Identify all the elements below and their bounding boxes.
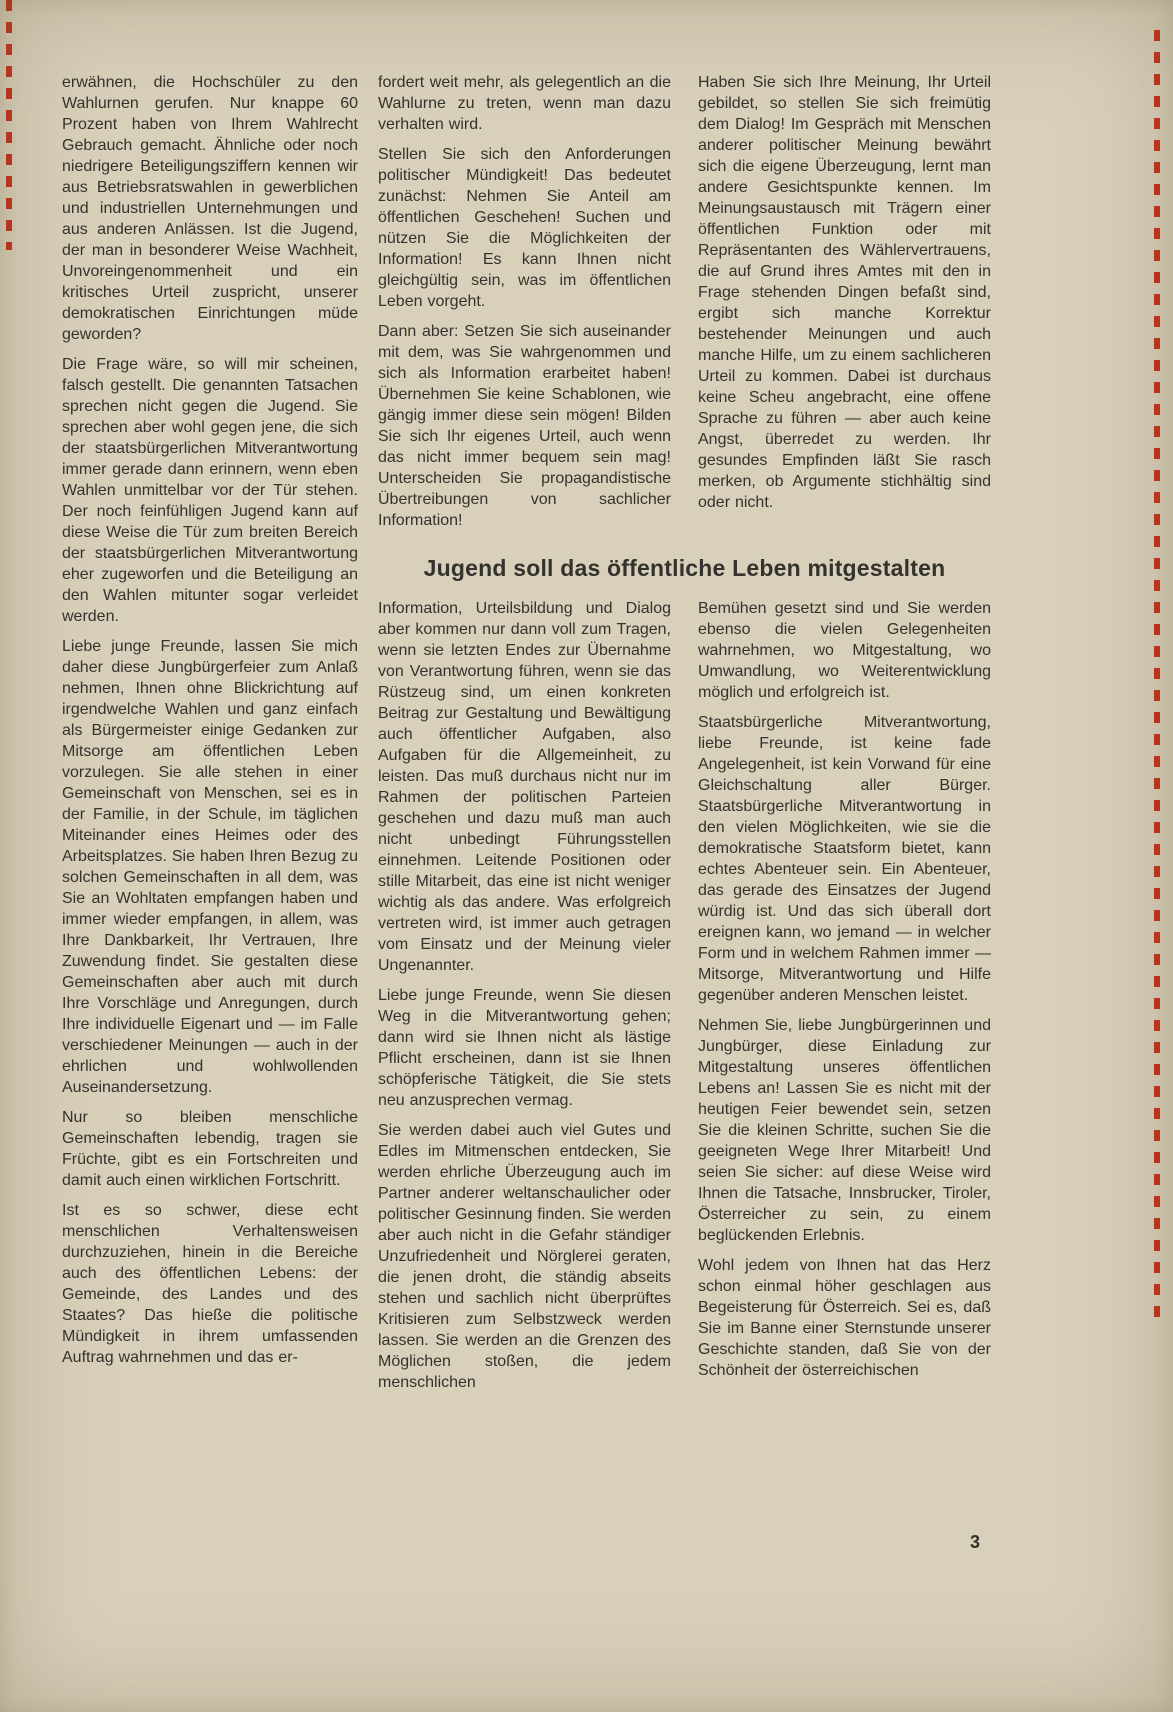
column-right-top (698, 72, 991, 522)
column-middle-bottom (378, 598, 671, 1402)
column-left (62, 72, 358, 1377)
paragraph: Nehmen Sie, liebe Jungbürgerinnen und Jungbürger, diese Einladung zur Mitgestaltung unseres öffentlichen Lebens an! Lassen Sie es nicht mit der heutigen Feier bewendet sein, setzen Sie die kleinen Schritte, suchen Sie die geeigneten Wege Ihrer Mitarbeit! Und seien Sie sicher: auf diese Weise wird Ihnen die Tatsache, Innsbrucker, Tiroler, Österreicher zu sein, zu einem beglückenden Erlebnis. (698, 1017, 991, 1244)
upper-two-columns (378, 72, 991, 540)
paragraph: Wohl jedem von Ihnen hat das Herz schon einmal höher geschlagen aus Begeisterung für Österreich. Sei es, daß Sie im Banne einer Sternstunde unserer Geschichte standen, daß Sie von der Schönheit der österreichischen (698, 1257, 991, 1379)
paragraph: Sie werden dabei auch viel Gutes und Edles im Mitmenschen entdecken, Sie werden ehrliche Überzeugung auch im Partner anderer weltanschaulicher oder politischer Gesinnung finden. Sie werden aber auch nicht in die Gefahr ständiger Unzufriedenheit und Nörglerei geraten, die jenen droht, die ständig abseits stehen und sachlich nicht überprüftes Kritisieren zum Selbstzweck werden lassen. Sie werden an die Grenzen des Möglichen stoßen, die jedem menschlichen (378, 1122, 671, 1391)
paragraph: Liebe junge Freunde, wenn Sie diesen Weg in die Mitverantwortung gehen; dann wird sie Ihnen nicht als lästige Pflicht erscheinen, dann ist sie Ihnen schöpferische Tätigkeit, die Sie stets neu anzusprechen vermag. (378, 987, 671, 1109)
registration-marks-right (1154, 30, 1160, 1320)
paragraph: Ist es so schwer, diese echt menschlichen Verhaltensweisen durchzuziehen, hinein in die Bereiche auch des öffentlichen Lebens: der Gemeinde, des Landes und des Staates? Das hieße die politische Mündigkeit in ihrem umfassenden Auftrag wahrnehmen und das er- (62, 1202, 358, 1366)
paragraph: Liebe junge Freunde, lassen Sie mich daher diese Jungbürgerfeier zum Anlaß nehmen, Ihnen ohne Blickrichtung auf irgendwelche Wahlen und ganz einfach als Bürgermeister einige Gedanken zur Mitsorge am öffentlichen Leben vorzulegen. Sie alle stehen in einer Gemeinschaft von Menschen, sei es in der Familie, in der Schule, im täglichen Miteinander eines Heimes oder des Arbeitsplatzes. Sie haben Ihren Bezug zu solchen Gemeinschaften in all dem, was Sie an Wohltaten empfangen haben und immer wieder empfangen, in allem, was Ihre Dankbarkeit, Ihr Vertrauen, Ihre Zuwendung findet. Sie gestalten diese Gemeinschaften aber auch mit durch Ihre Vorschläge und Anregungen, durch Ihre individuelle Eigenart und — im Falle verschiedener Meinungen — auch in der ehrlichen und wohlwollenden Auseinandersetzung. (62, 638, 359, 1096)
paragraph: Die Frage wäre, so will mir scheinen, falsch gestellt. Die genannten Tatsachen sprechen nicht gegen die Jugend. Sie sprechen aber wohl gegen jene, die sich der staatsbürgerlichen Mitverantwortung immer gerade dann erinnern, wenn eben Wahlen unmittelbar vor der Tür stehen. Der noch feinfühligen Jugend kann auf diese Weise die Tür zum breiten Bereich der staatsbürgerlichen Mitverantwortung eher zugeworfen und die Beteiligung an den Wahlen mitunter sogar verleidet werden. (62, 356, 358, 625)
section-heading: Jugend soll das öffentliche Leben mitgestalten (423, 555, 946, 581)
column-right-bottom (698, 598, 991, 1390)
paragraph: Nur so bleiben menschliche Gemeinschaften lebendig, tragen sie Früchte, gibt es ein Fortschreiten und damit auch einen wirklichen Fortschritt. (62, 1109, 358, 1189)
column-middle-top (378, 72, 671, 540)
registration-marks-left (6, 0, 12, 250)
paragraph: Haben Sie sich Ihre Meinung, Ihr Urteil gebildet, so stellen Sie sich freimütig dem Dialog! Im Gespräch mit Menschen anderer politischer Meinung bewährt sich die eigene Überzeugung, lernt man andere Gesichtspunkte kennen. Im Meinungsaustausch mit Trägern einer öffentlichen Funktion oder mit Repräsentanten des Wählervertrauens, die auf Grund ihres Amtes mit den in Frage stehenden Dingen befaßt sind, ergibt sich manche Korrektur bestehender Meinungen und auch manche Hilfe, um zu einem sachlicheren Urteil zu kommen. Dabei ist durchaus keine Scheu angebracht, eine offene Sprache zu führen — aber auch keine Angst, überredet zu werden. Ihr gesundes Empfinden läßt Sie rasch merken, ob Argumente stichhältig sind oder nicht. (698, 74, 991, 511)
right-columns-area (378, 72, 991, 1402)
paragraph: Bemühen gesetzt sind und Sie werden ebenso die vielen Gelegenheiten wahrnehmen, wo Mitgestaltung, wo Umwandlung, wo Weiterentwicklung möglich und erfolgreich ist. (698, 600, 991, 701)
page-number: 3 (970, 1532, 981, 1552)
paragraph: Stellen Sie sich den Anforderungen politischer Mündigkeit! Das bedeutet zunächst: Nehmen Sie Anteil am öffentlichen Geschehen! Suchen und nützen Sie die Möglichkeiten der Information! Es kann Ihnen nicht gleichgültig sein, was im öffentlichen Leben vorgeht. (378, 146, 671, 310)
paragraph: Information, Urteilsbildung und Dialog aber kommen nur dann voll zum Tragen, wenn sie letzten Endes zur Übernahme von Verantwortung führen, wenn sie das Rüstzeug sind, um einen konkreten Beitrag zur Gestaltung und Bewältigung auch öffentlicher Aufgaben, also Aufgaben für die Allgemeinheit, zu leisten. Das muß durchaus nicht nur im Rahmen der politischen Parteien geschehen und dazu muß man auch nicht unbedingt Führungsstellen einnehmen. Leitende Positionen oder stille Mitarbeit, das eine ist nicht weniger wichtig als das andere. Was erfolgreich vertreten wird, ist immer auch getragen vom Einsatz und der Meinung vieler Ungenannter. (378, 600, 671, 974)
paragraph: fordert weit mehr, als gelegentlich an die Wahlurne zu treten, wenn man dazu verhalten wird. (378, 74, 671, 133)
lower-two-columns (378, 598, 991, 1402)
paragraph: erwähnen, die Hochschüler zu den Wahlurnen gerufen. Nur knappe 60 Prozent haben von Ihrem Wahlrecht Gebrauch gemacht. Ähnliche oder noch niedrigere Beteiligungsziffern kennen wir aus Betriebsratswahlen in gewerblichen und industriellen Unternehmungen und aus anderen Anlässen. Ist die Jugend, der man in besonderer Weise Wachheit, Unvoreingenommenheit und ein kritisches Urteil zuspricht, unserer demokratischen Einrichtungen müde geworden? (62, 74, 358, 343)
paragraph: Dann aber: Setzen Sie sich auseinander mit dem, was Sie wahrgenommen und sich als Information erarbeitet haben! Übernehmen Sie keine Schablonen, wie gängig immer diese sein mögen! Bilden Sie sich Ihr eigenes Urteil, auch wenn das nicht immer bequem sein mag! Unterscheiden Sie propagandistische Übertreibungen von sachlicher Information! (378, 323, 671, 529)
paragraph: Staatsbürgerliche Mitverantwortung, liebe Freunde, ist keine fade Angelegenheit, ist kein Vorwand für eine Gleichschaltung aller Bürger. Staatsbürgerliche Mitverantwortung in den vielen Möglichkeiten, wie sie die demokratische Staatsform bietet, kann echtes Abenteuer sein. Ein Abenteuer, das gerade des Einsatzes der Jugend würdig ist. Und das sich überall dort ereignen kann, wo jemand — in welcher Form und in welchem Rahmen immer — Mitsorge, Mitverantwortung und Hilfe gegenüber anderen Menschen leistet. (698, 714, 991, 1004)
